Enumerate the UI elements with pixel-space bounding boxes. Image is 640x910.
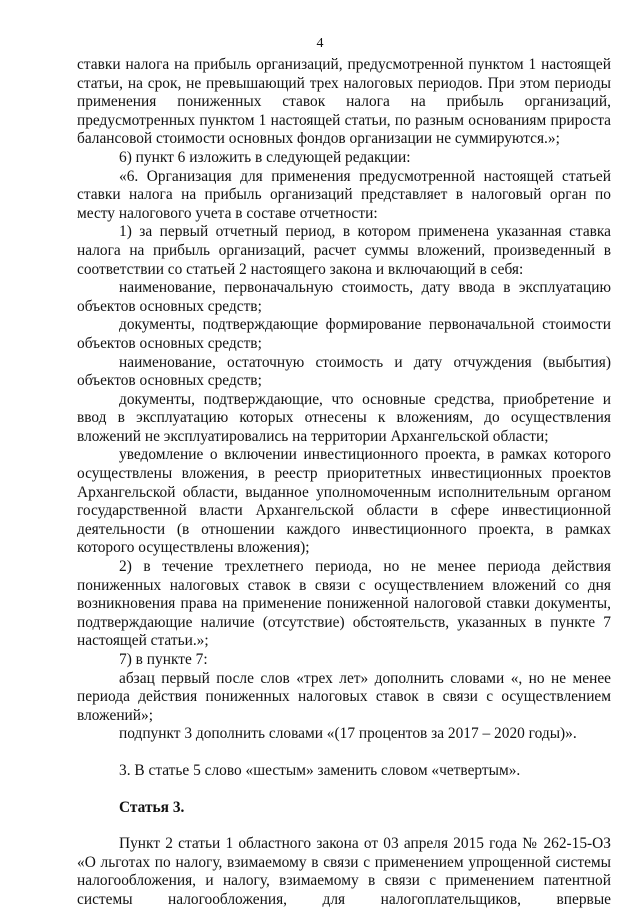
body-paragraph: 2) в течение трехлетнего периода, но не менее периода действия пониженных налоговых ставок в связи с осуществлением вложений со дня возникновения права на применение пониженной налоговой ставки документы, подтверждающие наличие (отсутствие) обстоятельств, указанных в пункте 7 настоящей статьи.»; bbox=[77, 558, 611, 650]
body-paragraph: документы, подтверждающие, что основные средства, приобретение и ввод в эксплуатацию которых отнесены к вложениям, до осуществления вложений не эксплуатировались на территории Архангельской области; bbox=[77, 390, 611, 445]
body-paragraph: наименование, первоначальную стоимость, дату ввода в эксплуатацию объектов основных средств; bbox=[77, 279, 611, 315]
body-paragraph: 1) за первый отчетный период, в котором применена указанная ставка налога на прибыль организаций, расчет суммы вложений, произведенный в соответствии со статьей 2 настоящего закона и включающий в себя: bbox=[77, 223, 611, 278]
page-number: 4 bbox=[316, 36, 324, 51]
amendment-paragraphs bbox=[77, 56, 611, 744]
body-paragraph: наименование, остаточную стоимость и дату отчуждения (выбытия) объектов основных средств; bbox=[77, 353, 611, 390]
paragraph-gap bbox=[77, 781, 611, 799]
paragraph-gap bbox=[77, 817, 611, 835]
body-paragraph: документы, подтверждающие формирование первоначальной стоимости объектов основных средств; bbox=[77, 316, 611, 352]
body-paragraph: абзац первый после слов «трех лет» дополнить словами «, но не менее периода действия пониженных налоговых ставок в связи с осуществлением вложений»; bbox=[77, 669, 611, 724]
article-heading: Статья 3. bbox=[119, 798, 185, 816]
body-paragraph: уведомление о включении инвестиционного проекта, в рамках которого осуществлены вложения, в реестр приоритетных инвестиционных проектов Архангельской области, выданное уполномоченным исполнительным органом государственной власти Архангельской области в сфере инвестиционной деятельности (в отношении каждого инвестиционного проекта, в рамках которого осуществлены вложения); bbox=[77, 446, 611, 557]
body-paragraph: 7) в пункте 7: bbox=[119, 651, 208, 668]
body-paragraph: 6) пункт 6 изложить в следующей редакции: bbox=[119, 148, 411, 166]
article-5-amendment-paragraph: 3. В статье 5 слово «шестым» заменить словом «четвертым». bbox=[119, 761, 521, 779]
body-paragraph: подпункт 3 дополнить словами «(17 процентов за 2017 – 2020 годы)». bbox=[119, 725, 577, 743]
body-paragraph: ставки налога на прибыль организаций, предусмотренной пунктом 1 настоящей статьи, на срок, не превышающий трех налоговых периодов. При этом периоды применения пониженных ставок налога на прибыль организаций, предусмотренных пунктом 1 настоящей статьи, по разным основаниям прироста балансовой стоимости основных фондов организации не суммируются.»; bbox=[77, 56, 611, 148]
body-paragraph: «6. Организация для применения предусмотренной настоящей статьей ставки налога на прибыль организаций представляет в налоговый орган по месту налогового учета в составе отчетности: bbox=[77, 167, 611, 222]
paragraph-gap bbox=[77, 744, 611, 762]
document-body bbox=[77, 56, 611, 910]
article-3-paragraph: Пункт 2 статьи 1 областного закона от 03 апреля 2015 года № 262-15-ОЗ «О льготах по налогу, взимаемому в связи с применением упрощенной системы налогообложения, и налогу, взимаемому в связи с применением патентной системы налогообложения, для налогоплательщиков, впервые bbox=[77, 835, 611, 908]
